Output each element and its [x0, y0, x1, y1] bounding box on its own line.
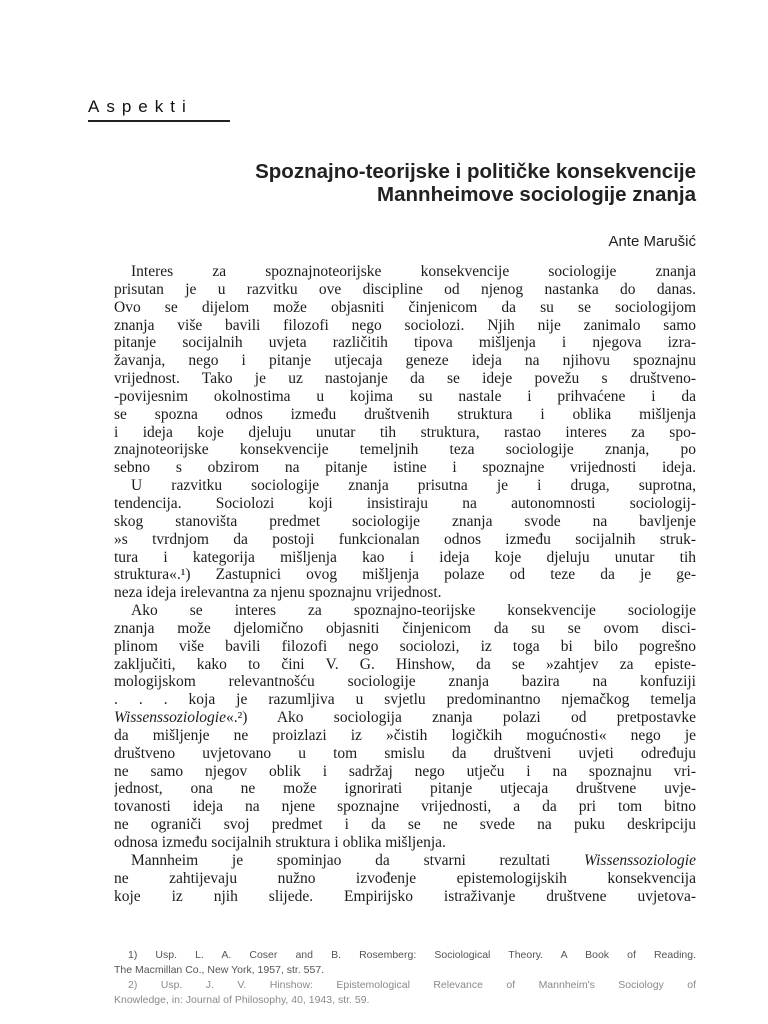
- body-line: žavanja, nego i pitanje utjecaja geneze ideja na njihovu spoznajnu: [114, 352, 696, 370]
- body-line: neza ideja irelevantna za njenu spoznajnu vrijednost.: [114, 584, 442, 602]
- body-line: jednost, ona ne može ignorirati pitanje utjecaja društvene uvje-: [114, 780, 696, 798]
- body-line: -povijesnim okolnostima u kojima su nastale i prihvaćene i da: [114, 387, 696, 405]
- body-line: znajnoteorijske konsekvencije temeljnih teza sociologije znanja, po: [114, 441, 696, 459]
- footnote-2-line-2: Knowledge, in: Journal of Philosophy, 40, 1943, str. 59.: [114, 994, 370, 1006]
- article-author: Ante Marušić: [608, 233, 696, 250]
- body-line: zaključiti, kako to čini V. G. Hinshow, da se »zahtjev za episte-: [114, 655, 696, 673]
- body-line: koje iz njih slijede. Empirijsko istraživanje društvene uvjetova-: [114, 887, 696, 905]
- article-title-line-1: Spoznajno-teorijske i političke konsekvencije: [255, 160, 696, 183]
- body-line: tendencija. Sociolozi koji insistiraju na autonomnosti sociologij-: [114, 494, 696, 512]
- body-line: U razvitku sociologije znanja prisutna je i druga, suprotna,: [131, 477, 696, 495]
- footnotes: [114, 948, 696, 1008]
- body-line: Interes za spoznajnoteorijske konsekvencije sociologije znanja: [131, 263, 696, 280]
- body-line: znanja više bavili filozofi nego sociolozi. Njih nije zanimalo samo: [114, 316, 696, 334]
- footnote-1-line-2: The Macmillan Co., New York, 1957, str. 557.: [114, 964, 325, 976]
- article-title-line-2: Mannheimove sociologije znanja: [377, 183, 696, 206]
- body-line: ne samo njegov oblik i sadržaj nego utječu i na spoznajnu vri-: [114, 762, 696, 780]
- body-line: znanja može djelomično objasniti činjenicom da su se ovom disci-: [114, 619, 696, 637]
- body-line: pitanje socijalnih uvjeta različitih tipova mišljenja i njegova izra-: [114, 334, 696, 352]
- body-line: »s tvrdnjom da postoji funkcionalan odnos između socijalnih struk-: [114, 530, 696, 548]
- section-underline: [88, 120, 230, 122]
- body-line: i ideja koje djeluju unutar tih struktura, rastao interes za spo-: [114, 423, 696, 441]
- body-line: Ako se interes za spoznajno-teorijske konsekvencije sociologije: [131, 602, 696, 620]
- body-line: ne ograniči svoj predmet i da se ne svede na puku deskripciju: [114, 816, 696, 834]
- body-line: mologijskom relevantnošću sociologije znanja bazira na konfuziji: [114, 673, 696, 691]
- body-line: ne zahtijevaju nužno izvođenje epistemologijskih konsekvencija: [114, 869, 696, 887]
- body-line: se spozna odnos između društvenih struktura i oblika mišljenja: [114, 405, 696, 423]
- footnote-2-line-1: 2) Usp. J. V. Hinshow: Epistemological Relevance of Mannheim's Sociology of: [128, 979, 696, 991]
- body-line: odnosa između socijalnih struktura i oblika mišljenja.: [114, 834, 446, 851]
- section-label: Aspekti: [88, 97, 193, 116]
- article-body: [114, 263, 696, 905]
- body-line: da mišljenje ne proizlazi iz »čistih logičkih mogućnosti« nego je: [114, 726, 696, 744]
- body-line: Wissenssoziologie«.²) Ako sociologija znanja polazi od pretpostavke: [114, 709, 696, 727]
- body-line: Ovo se dijelom može objasniti činjenicom da su se sociologijom: [114, 298, 696, 316]
- body-line: vrijednost. Tako je uz nastojanje da se ideje povežu s društveno-: [114, 370, 696, 388]
- body-line: Mannheim je spominjao da stvarni rezultati Wissenssoziologie: [131, 851, 696, 869]
- body-line: . . . koja je razumljiva u svjetlu predominantno njemačkog temelja: [114, 691, 696, 709]
- body-line: struktura«.¹) Zastupnici ovog mišljenja polaze od teze da je ge-: [114, 566, 696, 584]
- body-line: društveno uvjetovano u tom smislu da društveni uvjeti određuju: [114, 744, 696, 762]
- body-line: plinom više bavili filozofi nego sociolozi, iz toga bi bilo pogrešno: [114, 637, 696, 655]
- body-line: prisutan je u razvitku ove discipline od njenog nastanka do danas.: [114, 280, 696, 298]
- body-line: tura i kategorija mišljenja kao i ideja koje djeluju unutar tih: [114, 548, 696, 566]
- body-line: tovanosti ideja na njene spoznajne vrijednosti, a da pri tom bitno: [114, 798, 696, 816]
- body-line: sebno s obzirom na pitanje istine i spoznajne vrijednosti ideja.: [114, 459, 696, 477]
- article-title: [96, 160, 696, 206]
- footnote-1-line-1: 1) Usp. L. A. Coser and B. Rosemberg: Sociological Theory. A Book of Reading.: [128, 949, 696, 961]
- body-line: skog stanovišta predmet sociologije znanja svode na bavljenje: [114, 512, 696, 530]
